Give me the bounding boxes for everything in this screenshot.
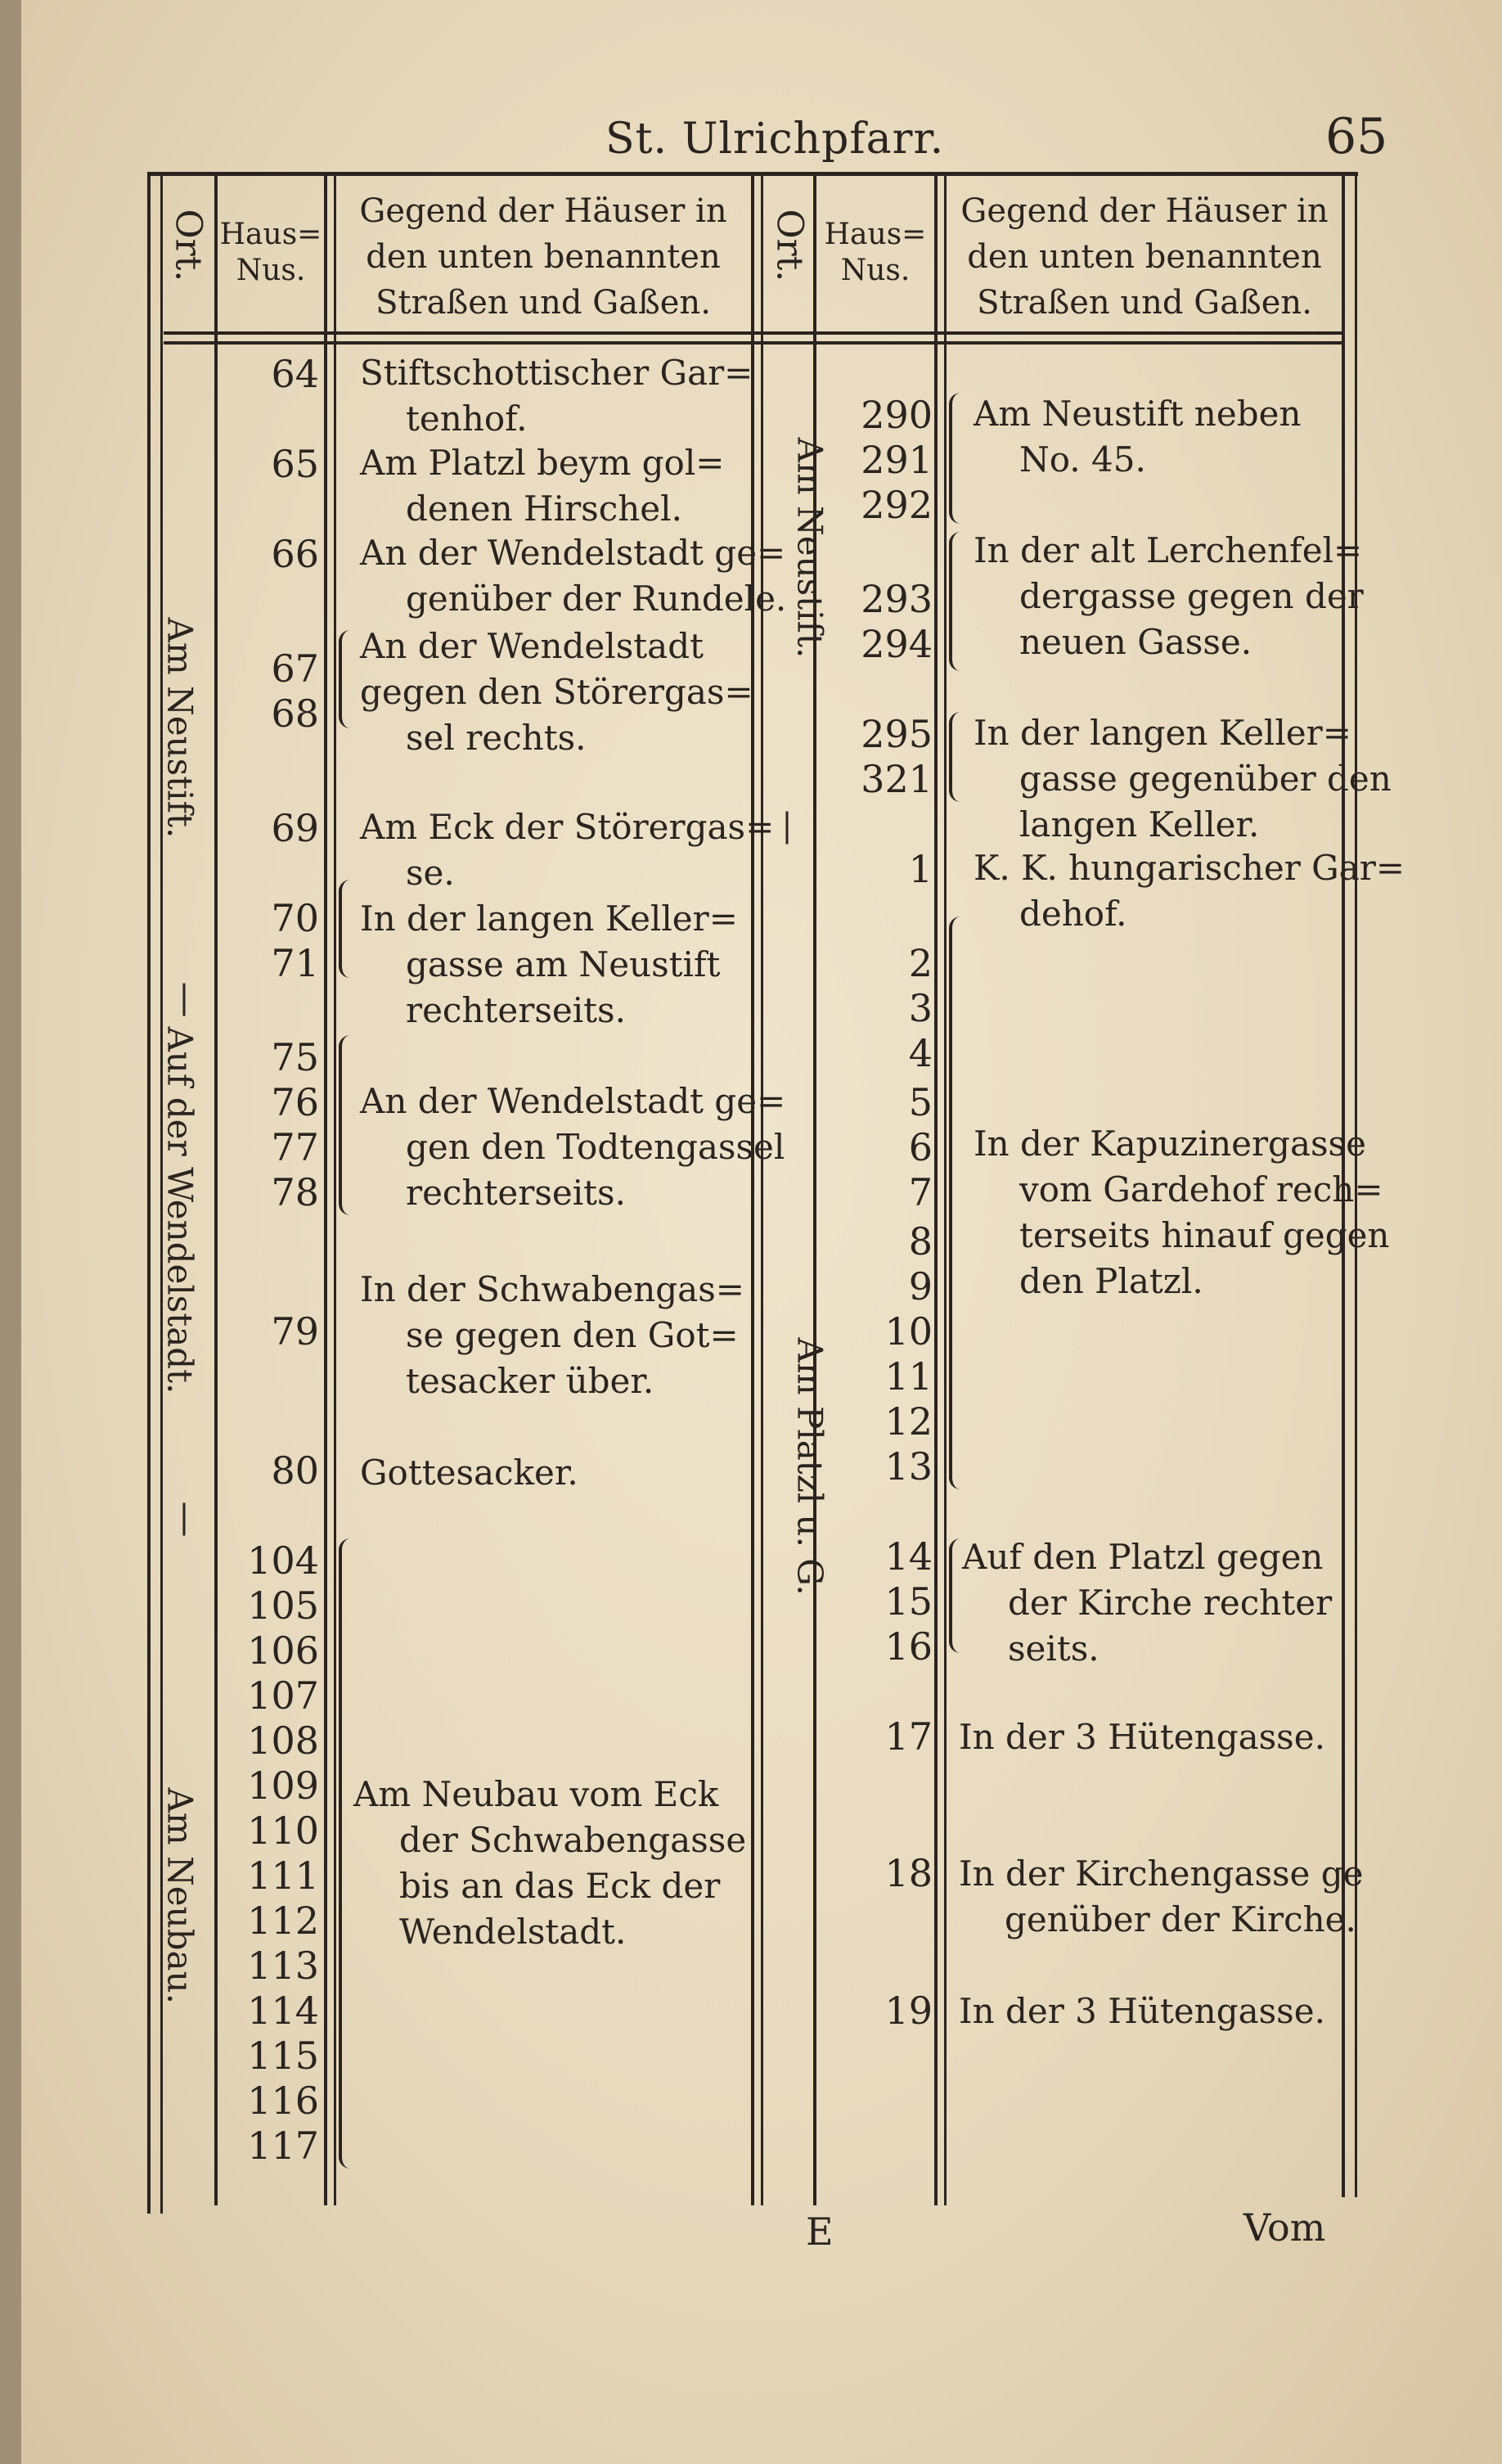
- brace: [339, 630, 352, 728]
- ort-separator: [786, 812, 789, 845]
- house-number: 116: [247, 2079, 319, 2123]
- brace: [339, 1035, 352, 1215]
- line: dergasse gegen der: [1019, 576, 1364, 616]
- ort-separator: [183, 984, 186, 1016]
- house-number: 3: [908, 986, 933, 1030]
- brace: [949, 1538, 962, 1653]
- header-haus-left: [219, 217, 322, 289]
- line: tesacker über.: [406, 1361, 654, 1401]
- header-gegend-right: [949, 188, 1340, 326]
- line: gen den Todtengassel: [406, 1127, 785, 1167]
- house-number: 114: [247, 1989, 319, 2033]
- line: den Platzl.: [1019, 1261, 1203, 1301]
- house-number: 75: [271, 1035, 319, 1079]
- description: [360, 1450, 578, 1496]
- description: [360, 624, 753, 761]
- line: In der alt Lerchenfel=: [974, 530, 1363, 570]
- house-number: 108: [247, 1718, 319, 1763]
- description: [974, 391, 1302, 483]
- line: gegen den Störergas=: [360, 672, 753, 712]
- col-nus-left-2: [334, 176, 336, 2205]
- house-number: 18: [884, 1851, 933, 1895]
- house-number: 9: [908, 1264, 933, 1309]
- description: [360, 350, 753, 442]
- header-nus-label: Nus.: [236, 254, 306, 287]
- header-haus-right: [818, 217, 933, 289]
- line: An der Wendelstadt: [360, 626, 704, 666]
- house-number: 113: [247, 1944, 319, 1988]
- header-gegend-line2: den unten benannten: [366, 238, 721, 276]
- line: neuen Gasse.: [1019, 622, 1252, 662]
- house-number: 295: [861, 712, 933, 756]
- description: [959, 1989, 1325, 2034]
- house-number: 112: [247, 1899, 319, 1943]
- line: Stiftschottischer Gar=: [360, 353, 753, 393]
- house-number: 290: [861, 393, 933, 437]
- house-number: 66: [271, 532, 319, 576]
- line: tenhof.: [406, 399, 528, 439]
- description: [959, 1714, 1325, 1760]
- house-number: 111: [247, 1854, 319, 1898]
- line: In der langen Keller=: [974, 713, 1351, 753]
- house-number: 15: [884, 1579, 933, 1624]
- description: [360, 1079, 785, 1216]
- line: Am Neustift neben: [974, 394, 1302, 434]
- header-gegend-line3: Straßen und Gaßen.: [977, 284, 1312, 322]
- house-number: 293: [861, 577, 933, 621]
- house-number: 78: [271, 1170, 319, 1214]
- line: In der 3 Hütengasse.: [959, 1991, 1325, 2031]
- description: [360, 804, 774, 896]
- line: Wendelstadt.: [399, 1912, 627, 1952]
- page-header: [0, 108, 1502, 180]
- col-nus-right-2: [944, 176, 947, 2205]
- brace: [949, 712, 962, 802]
- description: [974, 710, 1392, 848]
- brace: [949, 917, 962, 1489]
- header-gegend-line1: Gegend der Häuser in: [359, 192, 727, 230]
- line: gasse am Neustift: [406, 944, 721, 984]
- line: In der Kapuzinergasse: [974, 1124, 1366, 1164]
- page-number: 65: [1325, 108, 1388, 165]
- description: [360, 1267, 744, 1404]
- house-number: 104: [247, 1538, 319, 1583]
- header-haus-label: Haus=: [824, 218, 927, 251]
- line: dehof.: [1019, 894, 1127, 934]
- description: [360, 440, 724, 532]
- house-number: 69: [271, 806, 319, 850]
- line: Am Eck der Störergas=: [360, 807, 775, 847]
- house-number: 115: [247, 2034, 319, 2078]
- line: sel rechts.: [406, 718, 587, 758]
- house-number: 71: [271, 941, 319, 985]
- brace: [949, 393, 962, 524]
- house-number: 8: [908, 1219, 933, 1264]
- house-number: 11: [884, 1354, 933, 1399]
- house-number: 16: [884, 1624, 933, 1669]
- ort-left-neubau: Am Neubau.: [160, 1787, 200, 2004]
- house-number: 10: [884, 1309, 933, 1354]
- left-frame: [147, 176, 151, 2214]
- ort-separator: [183, 1503, 186, 1536]
- ort-right-platzl: Am Platzl u. G.: [789, 1337, 830, 1596]
- house-number: 117: [247, 2124, 319, 2168]
- header-gegend-line3: Straßen und Gaßen.: [376, 284, 711, 322]
- house-number: 1: [908, 847, 933, 891]
- header-nus-label: Nus.: [840, 254, 911, 287]
- house-number: 2: [908, 941, 933, 985]
- line: In der Kirchengasse ge: [959, 1854, 1364, 1894]
- line: rechterseits.: [406, 1173, 626, 1213]
- house-number: 79: [271, 1309, 319, 1354]
- line: No. 45.: [1019, 439, 1146, 480]
- line: In der 3 Hütengasse.: [959, 1717, 1325, 1757]
- line: In der langen Keller=: [360, 899, 738, 939]
- col-nus-right: [934, 176, 938, 2205]
- line: Am Platzl beym gol=: [360, 443, 725, 483]
- description: [353, 1772, 746, 1955]
- house-number: 64: [271, 352, 319, 396]
- catchword: Vom: [1243, 2205, 1326, 2250]
- house-number: 4: [908, 1031, 933, 1075]
- house-number: 292: [861, 483, 933, 527]
- brace: [949, 532, 962, 671]
- house-number: 67: [271, 646, 319, 691]
- header-ort-left: Ort.: [167, 209, 209, 282]
- line: gasse gegenüber den: [1019, 759, 1392, 799]
- brace: [339, 880, 352, 978]
- running-title: St. Ulrichpfarr.: [605, 115, 945, 164]
- line: terseits hinauf gegen: [1019, 1215, 1390, 1255]
- ort-left-wendelstadt: Auf der Wendelstadt.: [160, 1026, 200, 1394]
- line: der Kirche rechter: [1008, 1583, 1333, 1623]
- line: se gegen den Got=: [406, 1315, 739, 1355]
- description: [974, 845, 1405, 937]
- ort-right-neustift: Am Neustift.: [789, 437, 830, 659]
- house-number: 291: [861, 438, 933, 482]
- header-haus-label: Haus=: [219, 218, 322, 251]
- book-gutter: [0, 0, 21, 2464]
- brace: [339, 1538, 352, 2169]
- ort-left-neustift: Am Neustift.: [160, 617, 200, 839]
- house-number: 19: [884, 1989, 933, 2033]
- line: Gottesacker.: [360, 1453, 578, 1493]
- signature-mark: E: [806, 2209, 834, 2254]
- description: [974, 1121, 1389, 1304]
- description: [962, 1534, 1332, 1672]
- house-number: 65: [271, 442, 319, 486]
- house-number: 14: [884, 1534, 933, 1579]
- house-number: 105: [247, 1583, 319, 1628]
- house-number: 70: [271, 896, 319, 940]
- line: genüber der Rundele.: [406, 579, 787, 619]
- house-number: 6: [908, 1125, 933, 1169]
- line: vom Gardehof rech=: [1019, 1169, 1383, 1209]
- line: An der Wendelstadt ge=: [360, 533, 786, 573]
- house-number: 77: [271, 1125, 319, 1169]
- line: K. K. hungarischer Gar=: [974, 848, 1405, 888]
- description: [974, 528, 1364, 665]
- line: se.: [406, 853, 455, 893]
- house-number: 110: [247, 1809, 319, 1853]
- line: genüber der Kirche.: [1005, 1899, 1356, 1939]
- line: An der Wendelstadt ge=: [360, 1081, 786, 1121]
- line: In der Schwabengas=: [360, 1269, 744, 1309]
- house-number: 13: [884, 1444, 933, 1489]
- line: Auf den Platzl gegen: [962, 1537, 1324, 1577]
- line: denen Hirschel.: [406, 489, 682, 529]
- line: bis an das Eck der: [399, 1866, 721, 1906]
- house-number: 106: [247, 1628, 319, 1673]
- line: rechterseits.: [406, 990, 626, 1030]
- line: seits.: [1008, 1628, 1100, 1669]
- house-number: 7: [908, 1170, 933, 1214]
- col-ort-left: [214, 176, 218, 2205]
- line: langen Keller.: [1019, 804, 1260, 845]
- house-number: 17: [884, 1714, 933, 1759]
- description: [360, 896, 738, 1034]
- col-nus-left: [324, 176, 327, 2205]
- house-number: 5: [908, 1080, 933, 1124]
- description: [360, 530, 786, 622]
- header-gegend-left: [339, 188, 748, 326]
- header-gegend-line2: den unten benannten: [967, 238, 1322, 276]
- house-number: 12: [884, 1399, 933, 1444]
- house-number: 68: [271, 691, 319, 736]
- line: der Schwabengasse: [399, 1820, 747, 1860]
- description: [959, 1851, 1364, 1943]
- house-number: 294: [861, 622, 933, 666]
- house-number: 76: [271, 1080, 319, 1124]
- header-gegend-line1: Gegend der Häuser in: [960, 192, 1329, 230]
- house-number: 107: [247, 1673, 319, 1718]
- house-number: 80: [271, 1448, 319, 1493]
- house-number: 321: [861, 757, 933, 801]
- line: Am Neubau vom Eck: [353, 1774, 719, 1814]
- house-number: 109: [247, 1764, 319, 1808]
- header-ort-right: Ort.: [768, 209, 811, 282]
